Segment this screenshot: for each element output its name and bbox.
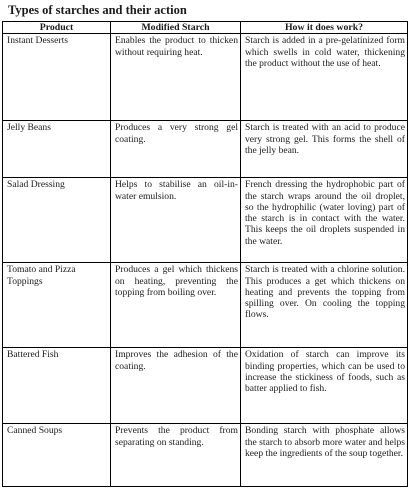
how-it-works-cell: Starch is treated with a chlorine solution. This produces a get which thickens on heating and prevents the topping from spilling over. On cooling the topping flows.	[241, 263, 408, 348]
header-modified-starch: Modified Starch	[111, 22, 241, 34]
how-it-works-cell: Starch is added in a pre-gelatinized form which swells in cold water, thickening the product without the use of heat.	[241, 34, 408, 121]
modified-starch-cell: Helps to stabilise an oil-in-water emulsion.	[111, 178, 241, 263]
product-cell: Instant Desserts	[3, 34, 111, 121]
header-how-it-works: How it does work?	[241, 22, 408, 34]
product-cell: Battered Fish	[3, 348, 111, 424]
modified-starch-cell: Enables the product to thicken without requiring heat.	[111, 34, 241, 121]
table-row	[3, 263, 408, 348]
product-cell: Salad Dressing	[3, 178, 111, 263]
how-it-works-cell: Oxidation of starch can improve its binding properties, which can be used to increase the stickiness of foods, such as batter applied to fish.	[241, 348, 408, 424]
table-row	[3, 424, 408, 487]
modified-starch-cell: Prevents the product from separating on standing.	[111, 424, 241, 487]
table-row	[3, 121, 408, 178]
how-it-works-cell: French dressing the hydrophobic part of the starch wraps around the oil droplet, so the hydrophilic (water loving) part of the starch is in contact with the water. This keeps the oil droplets suspended in the water.	[241, 178, 408, 263]
starch-types-table	[2, 21, 408, 487]
header-product: Product	[3, 22, 111, 34]
page-title: Types of starches and their action	[8, 3, 187, 17]
table-row	[3, 348, 408, 424]
table-header-row	[3, 22, 408, 34]
modified-starch-cell: Improves the adhesion of the coating.	[111, 348, 241, 424]
product-cell: Jelly Beans	[3, 121, 111, 178]
how-it-works-cell: Bonding starch with phosphate allows the starch to absorb more water and helps keep the ingredients of the soup together.	[241, 424, 408, 487]
modified-starch-cell: Produces a gel which thickens on heating, preventing the topping from boiling over.	[111, 263, 241, 348]
table-row	[3, 34, 408, 121]
how-it-works-cell: Starch is treated with an acid to produce very strong gel. This forms the shell of the jelly bean.	[241, 121, 408, 178]
product-cell: Tomato and Pizza Toppings	[3, 263, 111, 348]
table-row	[3, 178, 408, 263]
product-cell: Canned Soups	[3, 424, 111, 487]
modified-starch-cell: Produces a very strong gel coating.	[111, 121, 241, 178]
